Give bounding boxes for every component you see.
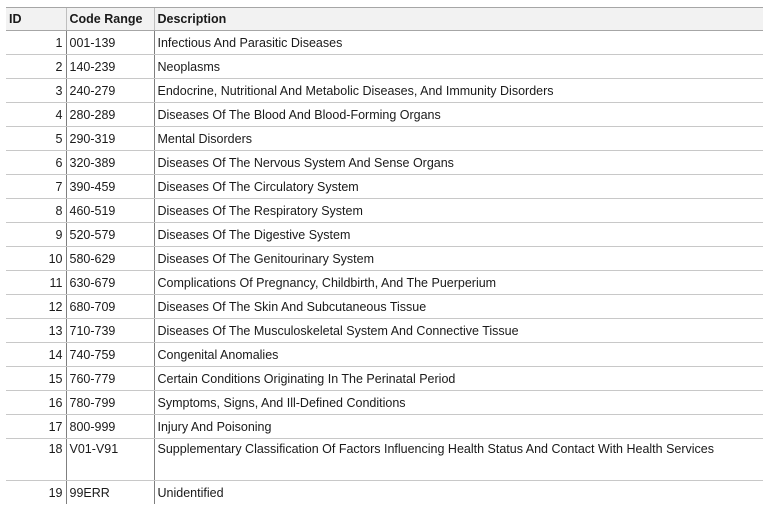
cell-code-range[interactable]: 630-679 (66, 271, 154, 295)
cell-id[interactable]: 11 (6, 271, 66, 295)
cell-id[interactable]: 1 (6, 31, 66, 55)
table-row (6, 415, 763, 439)
cell-code-range[interactable]: 680-709 (66, 295, 154, 319)
cell-code-range[interactable]: 780-799 (66, 391, 154, 415)
cell-id[interactable]: 5 (6, 127, 66, 151)
header-id[interactable]: ID (6, 8, 66, 31)
cell-description[interactable]: Symptoms, Signs, And Ill-Defined Conditions (154, 391, 763, 415)
cell-description[interactable]: Supplementary Classification Of Factors Influencing Health Status And Contact With Health Services (154, 439, 763, 481)
cell-description[interactable]: Diseases Of The Skin And Subcutaneous Tissue (154, 295, 763, 319)
cell-id[interactable]: 14 (6, 343, 66, 367)
cell-id[interactable]: 7 (6, 175, 66, 199)
cell-id[interactable]: 9 (6, 223, 66, 247)
cell-id[interactable]: 8 (6, 199, 66, 223)
cell-code-range[interactable]: 001-139 (66, 31, 154, 55)
table-row (6, 223, 763, 247)
table-row (6, 319, 763, 343)
code-range-table (6, 7, 763, 504)
cell-description[interactable]: Diseases Of The Musculoskeletal System And Connective Tissue (154, 319, 763, 343)
cell-code-range[interactable]: 280-289 (66, 103, 154, 127)
table-row (6, 391, 763, 415)
table-body (6, 31, 763, 505)
cell-id[interactable]: 3 (6, 79, 66, 103)
cell-description[interactable]: Neoplasms (154, 55, 763, 79)
cell-code-range[interactable]: 520-579 (66, 223, 154, 247)
cell-code-range[interactable]: 740-759 (66, 343, 154, 367)
table-row (6, 31, 763, 55)
cell-code-range[interactable]: 580-629 (66, 247, 154, 271)
cell-id[interactable]: 6 (6, 151, 66, 175)
cell-id[interactable]: 19 (6, 481, 66, 505)
table-row (6, 55, 763, 79)
table-row (6, 367, 763, 391)
cell-description[interactable]: Certain Conditions Originating In The Perinatal Period (154, 367, 763, 391)
cell-description[interactable]: Complications Of Pregnancy, Childbirth, And The Puerperium (154, 271, 763, 295)
cell-code-range[interactable]: 290-319 (66, 127, 154, 151)
cell-description[interactable]: Congenital Anomalies (154, 343, 763, 367)
cell-description[interactable]: Diseases Of The Circulatory System (154, 175, 763, 199)
cell-id[interactable]: 15 (6, 367, 66, 391)
cell-description[interactable]: Diseases Of The Blood And Blood-Forming Organs (154, 103, 763, 127)
cell-code-range[interactable]: 460-519 (66, 199, 154, 223)
header-row (6, 8, 763, 31)
cell-code-range[interactable]: 99ERR (66, 481, 154, 505)
header-description[interactable]: Description (154, 8, 763, 31)
cell-code-range[interactable]: 320-389 (66, 151, 154, 175)
cell-code-range[interactable]: 760-779 (66, 367, 154, 391)
cell-id[interactable]: 18 (6, 439, 66, 481)
cell-id[interactable]: 12 (6, 295, 66, 319)
table-row (6, 343, 763, 367)
table-row (6, 199, 763, 223)
cell-code-range[interactable]: 390-459 (66, 175, 154, 199)
cell-id[interactable]: 13 (6, 319, 66, 343)
cell-description[interactable]: Diseases Of The Respiratory System (154, 199, 763, 223)
table-row (6, 79, 763, 103)
cell-description[interactable]: Endocrine, Nutritional And Metabolic Diseases, And Immunity Disorders (154, 79, 763, 103)
table-row (6, 151, 763, 175)
table-row (6, 271, 763, 295)
cell-description[interactable]: Diseases Of The Genitourinary System (154, 247, 763, 271)
cell-code-range[interactable]: 800-999 (66, 415, 154, 439)
cell-code-range[interactable]: 710-739 (66, 319, 154, 343)
cell-description[interactable]: Mental Disorders (154, 127, 763, 151)
table-row (6, 247, 763, 271)
cell-description[interactable]: Unidentified (157, 485, 224, 500)
cell-code-range[interactable]: 140-239 (66, 55, 154, 79)
header-code-range[interactable]: Code Range (66, 8, 154, 31)
table-row (6, 481, 763, 505)
cell-id[interactable]: 17 (6, 415, 66, 439)
table-row (6, 103, 763, 127)
cell-id[interactable]: 16 (6, 391, 66, 415)
cell-description[interactable]: Infectious And Parasitic Diseases (154, 31, 763, 55)
table-row (6, 295, 763, 319)
cell-id[interactable]: 10 (6, 247, 66, 271)
cell-description[interactable]: Injury And Poisoning (154, 415, 763, 439)
table-row (6, 175, 763, 199)
cell-id[interactable]: 2 (6, 55, 66, 79)
cell-description[interactable]: Diseases Of The Digestive System (154, 223, 763, 247)
cell-code-range[interactable]: V01-V91 (66, 439, 154, 481)
cell-code-range[interactable]: 240-279 (66, 79, 154, 103)
table-row (6, 127, 763, 151)
cell-id[interactable]: 4 (6, 103, 66, 127)
table-row (6, 439, 763, 481)
cell-description[interactable]: Diseases Of The Nervous System And Sense Organs (154, 151, 763, 175)
